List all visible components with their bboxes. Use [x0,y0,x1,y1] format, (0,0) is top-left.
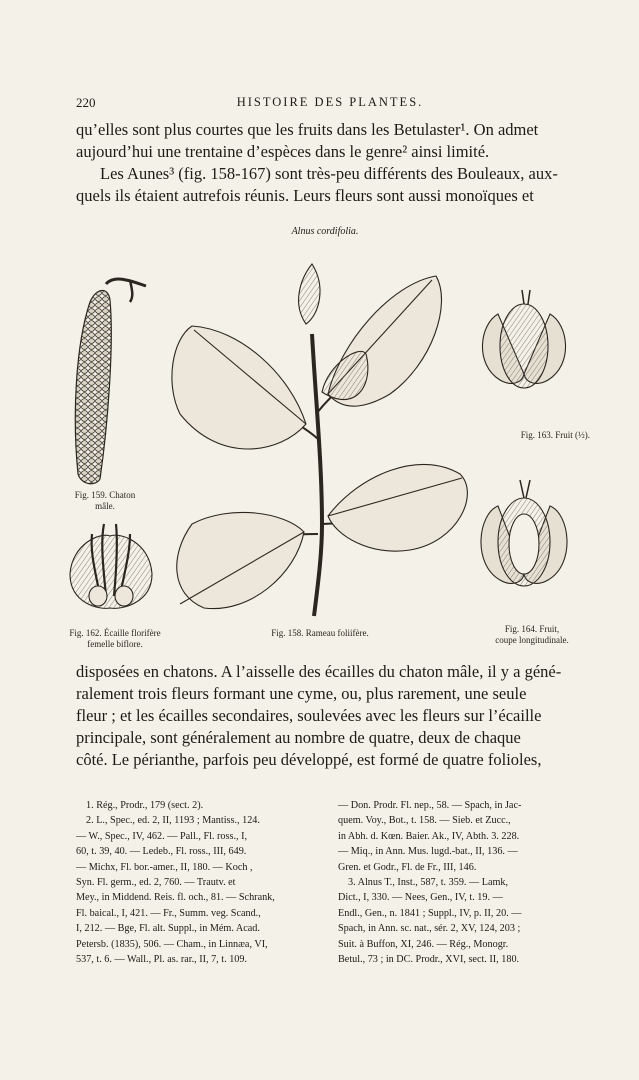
male-catkin-drawing [75,279,146,484]
footnote-line: 60, t. 39, 40. — Ledeb., Fl. ross., III, 649. [76,846,247,858]
caption-fig162 [50,628,180,650]
text-line: disposées en chatons. A l’aisselle des écailles du chaton mâle, il y a géné- [76,662,562,681]
text-line: quels ils étaient autrefois réunis. Leurs fleurs sont aussi monoïques et [76,186,534,205]
caption-line: Fig. 159. Chaton [74,490,136,500]
footnote-line: — Miq., in Ann. Mus. lugd.-bat., II, 136. — [338,846,518,858]
footnote-line: Mey., in Middend. Reis. fl. och., 81. — Schrank, [76,892,275,904]
female-scale-drawing [70,524,152,608]
caption-line: Fig. 158. Rameau foliifère. [271,628,369,638]
fruit-drawing [482,290,565,388]
text-line: ralement trois fleurs formant une cyme, ou, plus rarement, une seule [76,684,527,703]
footnote-line: — Don. Prodr. Fl. nep., 58. — Spach, in Jac- [338,800,522,811]
footnotes-left-column [76,798,326,967]
leafy-branch-drawing [172,264,467,616]
caption-line: femelle biflore. [87,639,143,649]
text-line: aujourd’hui une trentaine d’espèces dans le genre² ainsi limité. [76,142,490,161]
footnote-line: I, 212. — Bge, Fl. alt. Suppl., in Mém. Acad. [76,923,260,935]
caption-fig164 [472,624,592,646]
text-line: principale, sont généralement au nombre de quatre, deux de chaque [76,728,521,747]
caption-fig158 [240,628,400,639]
footnote-line: in Abh. d. Kœn. Baier. Ak., IV, Abth. 3. 228. [338,830,520,842]
footnote-line: Syn. Fl. germ., ed. 2, 760. — Trautv. et [76,877,236,889]
footnote-line: Gren. et Godr., Fl. de Fr., III, 146. [338,861,477,873]
footnote-line: Endl., Gen., n. 1841 ; Suppl., IV, p. II, 20. — [338,907,522,919]
caption-line: mâle. [95,501,115,511]
caption-line: coupe longitudinale. [495,635,569,645]
plate-title: Alnus cordifolia. [291,226,359,237]
footnotes-right-column [338,798,588,967]
footnote-line: Betul., 73 ; in DC. Prodr., XVI, sect. II, 180. [338,954,520,966]
footnote-line: 537, t. 6. — Wall., Pl. as. rar., II, 7, t. 109. [76,954,248,966]
footnote-line: — W., Spec., IV, 462. — Pall., Fl. ross., I, [76,830,248,842]
footnote-line: Dict., I, 330. — Nees, Gen., IV, t. 19. — [338,892,503,904]
footnote-line: 1. Rég., Prodr., 179 (sect. 2). [86,800,204,811]
text-line: Les Aunes³ (fig. 158-167) sont très-peu différents des Bouleaux, aux- [100,164,558,183]
paragraph-2 [76,661,584,771]
caption-line: Fig. 163. Fruit (½). [520,430,590,440]
botanical-plate [60,224,590,654]
footnote-line: 2. L., Spec., ed. 2, II, 1193 ; Mantiss., 124. [86,815,260,827]
footnote-line: — Michx, Fl. bor.-amer., II, 180. — Koch , [76,861,253,873]
caption-line: Fig. 162. Écaille florifère [69,628,161,638]
text-line: fleur ; et les écailles secondaires, soulevées avec les fleurs sur l’écaille [76,706,542,725]
text-line: qu’elles sont plus courtes que les fruits dans les Betulaster¹. On admet [76,120,539,139]
footnote-line: Spach, in Ann. sc. nat., sér. 2, XV, 124, 203 ; [338,923,521,935]
text-line: côté. Le périanthe, parfois peu développé, est formé de quatre folioles, [76,750,542,769]
footnote-line: Suit. à Buffon, XI, 246. — Rég., Monogr. [338,938,509,950]
caption-line: Fig. 164. Fruit, [504,624,560,634]
footnote-line: Petersb. (1835), 506. — Cham., in Linnæa, VI, [76,938,268,950]
caption-fig159 [60,490,150,512]
footnote-line: Fl. baical., I, 421. — Fr., Summ. veg. Scand., [76,907,261,919]
paragraph-1 [76,119,584,207]
footnote-line: 3. Alnus T., Inst., 587, t. 359. — Lamk, [348,877,509,889]
caption-fig163 [480,430,590,441]
footnote-line: quem. Voy., Bot., t. 158. — Sieb. et Zucc., [338,815,511,827]
running-head [76,95,584,111]
running-head-title: HISTOIRE DES PLANTES. [236,95,424,109]
page-number: 220 [76,95,96,110]
fruit-section-drawing [481,480,567,586]
